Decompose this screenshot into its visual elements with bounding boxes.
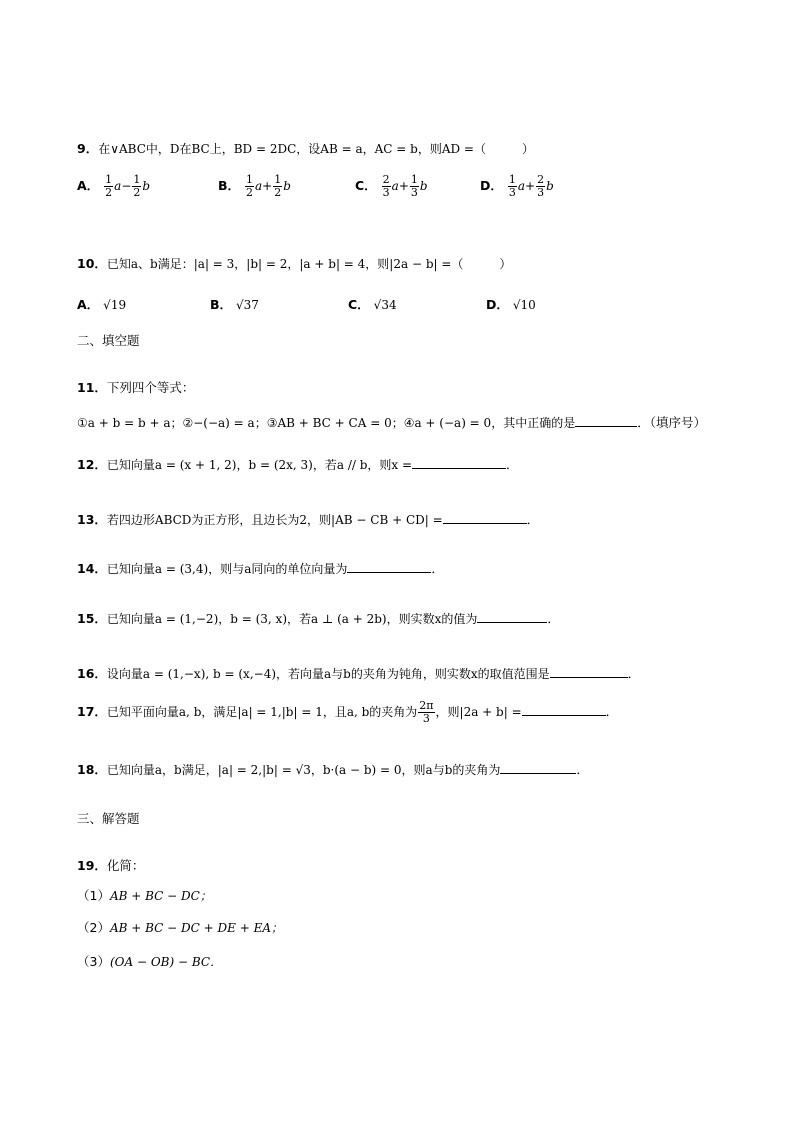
question-text: 已知a、b满足：|a| = 3，|b| = 2，|a + b| = 4，则|2a − b| =（ ）: [106, 257, 512, 271]
fraction: $\frac{1}{3}$: [410, 173, 418, 199]
question-number: 12．: [77, 457, 107, 472]
vector: b: [419, 179, 428, 193]
question-12: [77, 455, 519, 473]
question-11-statements: [77, 413, 706, 431]
question-10: [77, 254, 511, 272]
option-value: √19: [103, 298, 127, 312]
option-label: D．: [480, 178, 503, 193]
answer-blank[interactable]: [412, 456, 506, 469]
sub-expression: AB + BC − DC + DE + EA；: [109, 921, 284, 935]
sub-question-2: [77, 918, 283, 936]
option-label: A．: [77, 297, 100, 312]
fraction: $\frac{2}{3}$: [537, 173, 545, 199]
question-number: 10．: [77, 256, 107, 271]
question-text: 若四边形ABCD为正方形，且边长为2，则|AB − CB + CD| =: [106, 513, 443, 527]
question-text: 已知向量a = (3,4)，则与a同向的单位向量为: [106, 562, 348, 576]
question-text: 在∨ABC中，D在BC上，BD = 2DC，设AB = a，AC = b，则AD =（ ）: [98, 142, 534, 156]
vector: a: [517, 179, 526, 193]
answer-blank[interactable]: [500, 761, 576, 774]
option-value: √34: [373, 298, 397, 312]
question-tail: ．: [547, 611, 560, 626]
question-number: 18．: [77, 762, 107, 777]
question-text-2: ，则|2a + b| =: [435, 705, 522, 719]
option-label: C．: [355, 178, 377, 193]
option-label: A．: [77, 178, 100, 193]
option-a[interactable]: [77, 295, 126, 313]
question-number: 9．: [77, 141, 99, 156]
question-number: 11．: [77, 380, 107, 395]
question-number: 19．: [77, 858, 107, 873]
question-number: 17．: [77, 704, 107, 719]
fraction: $\frac{1}{2}$: [246, 173, 254, 199]
fraction: $\frac{1}{2}$: [105, 173, 113, 199]
operator: −: [121, 179, 132, 193]
question-text: 化简：: [106, 858, 145, 873]
question-number: 16．: [77, 666, 107, 681]
question-14: [77, 559, 444, 577]
section-heading: 二、填空题: [77, 333, 140, 348]
fraction: $\frac{1}{2}$: [133, 173, 141, 199]
option-label: B．: [210, 297, 233, 312]
vector: a: [114, 179, 122, 193]
sub-label: （1）: [77, 888, 110, 903]
option-label: D．: [486, 297, 509, 312]
question-text: 下列四个等式：: [106, 380, 195, 395]
vector: a: [255, 179, 263, 193]
question-9: [77, 139, 534, 157]
sub-label: （3）: [77, 954, 110, 969]
option-d[interactable]: [480, 174, 554, 199]
question-19: [77, 856, 144, 874]
answer-blank[interactable]: [443, 511, 527, 524]
question-13: [77, 510, 539, 528]
question-number: 14．: [77, 561, 107, 576]
question-17: [77, 700, 618, 725]
sub-question-3: [77, 952, 222, 970]
vector: b: [283, 179, 291, 193]
operator: +: [262, 179, 273, 193]
question-tail: ．（填序号）: [637, 415, 706, 430]
sub-question-1: [77, 886, 212, 904]
option-b[interactable]: [210, 295, 259, 313]
answer-blank[interactable]: [550, 665, 628, 678]
question-text: 已知向量a = (x + 1, 2)，b = (2x, 3)，若a // b，则x =: [106, 458, 413, 472]
answer-blank[interactable]: [347, 560, 431, 573]
option-c[interactable]: [348, 295, 397, 313]
section-heading: 三、解答题: [77, 811, 140, 826]
question-text: 已知向量a，b满足，|a| = 2,|b| = √3，b·(a − b) = 0，则a与b的夹角为: [106, 763, 501, 777]
question-16: [77, 664, 640, 682]
fraction: $\frac{1}{2}$: [274, 173, 282, 199]
question-tail: ．: [605, 704, 619, 719]
statements-text: ①a + b = b + a；②−(−a) = a；③AB + BC + CA = 0；④a + (−a) = 0，其中正确的是: [77, 416, 576, 430]
option-label: B．: [218, 178, 241, 193]
fraction: $\frac{2\pi}{3}$: [419, 699, 434, 725]
vector: b: [142, 179, 151, 193]
question-text: 已知平面向量a, b，满足|a| = 1,|b| = 1，且a, b的夹角为: [106, 705, 418, 719]
sub-label: （2）: [77, 920, 110, 935]
sub-expression: (OA − OB) − BC．: [109, 955, 223, 969]
operator: +: [525, 179, 536, 193]
option-c[interactable]: [355, 174, 428, 199]
answer-blank[interactable]: [477, 610, 547, 623]
question-text: 已知向量a = (1,−2)，b = (3, x)，若a ⊥ (a + 2b)，则实数x的值为: [106, 612, 478, 626]
option-value: √37: [236, 298, 259, 312]
question-text: 设向量a = (1,−x), b = (x,−4)，若向量a与b的夹角为钝角，则实数x的取值范围是: [106, 667, 550, 681]
fraction: $\frac{2}{3}$: [382, 173, 390, 199]
question-tail: ．: [576, 762, 589, 777]
question-11: [77, 378, 194, 396]
option-d[interactable]: [486, 295, 536, 313]
sub-expression: AB + BC − DC；: [109, 889, 212, 903]
answer-blank[interactable]: [522, 703, 606, 716]
option-label: C．: [348, 297, 370, 312]
question-tail: ．: [526, 512, 540, 527]
option-b[interactable]: [218, 174, 291, 199]
question-number: 15．: [77, 611, 107, 626]
question-18: [77, 760, 589, 778]
answer-blank[interactable]: [575, 414, 637, 427]
option-value: √10: [512, 298, 536, 312]
question-number: 13．: [77, 512, 107, 527]
option-a[interactable]: [77, 174, 150, 199]
vector: b: [546, 179, 554, 193]
operator: +: [398, 179, 409, 193]
fraction: $\frac{1}{3}$: [508, 173, 516, 199]
question-tail: ．: [627, 666, 641, 681]
question-tail: ．: [506, 457, 519, 472]
question-15: [77, 609, 560, 627]
question-tail: ．: [431, 561, 444, 576]
vector: a: [391, 179, 399, 193]
